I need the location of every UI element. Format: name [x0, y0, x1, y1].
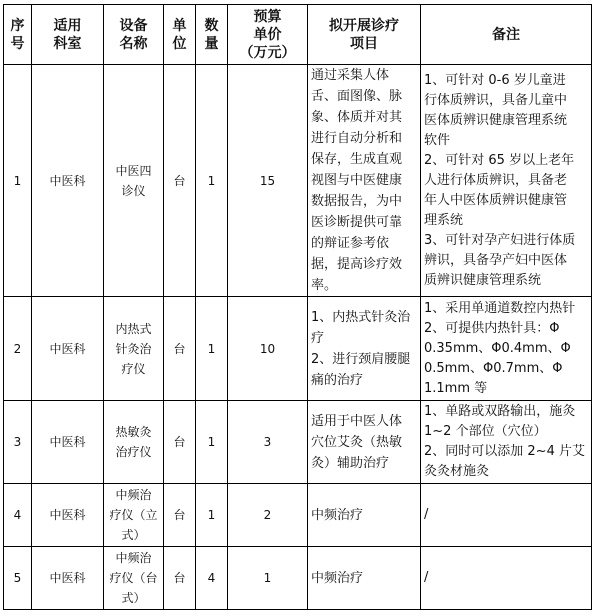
cell-no: 5 [4, 547, 32, 610]
cell-price: 1 [228, 547, 308, 610]
cell-project: 中频治疗 [308, 484, 421, 547]
header-price: 预算 单价 （万元） [228, 5, 308, 65]
cell-name: 中频治 疗仪（立 式） [104, 484, 164, 547]
cell-project: 1、内热式针灸治 疗 2、进行颈肩腰腿 痛的治疗 [308, 297, 421, 401]
table-row [4, 65, 592, 297]
cell-unit: 台 [164, 65, 196, 297]
cell-unit: 台 [164, 547, 196, 610]
cell-note: / [421, 547, 592, 610]
cell-no: 3 [4, 401, 32, 484]
cell-name: 热敏灸 治疗仪 [104, 401, 164, 484]
header-dept: 适用 科室 [32, 5, 104, 65]
cell-dept: 中医科 [32, 297, 104, 401]
cell-note: / [421, 484, 592, 547]
cell-dept: 中医科 [32, 401, 104, 484]
cell-qty: 1 [196, 297, 228, 401]
cell-dept: 中医科 [32, 65, 104, 297]
header-row [4, 5, 592, 65]
cell-unit: 台 [164, 401, 196, 484]
table-row [4, 401, 592, 484]
cell-qty: 1 [196, 484, 228, 547]
cell-dept: 中医科 [32, 484, 104, 547]
header-name: 设备 名称 [104, 5, 164, 65]
cell-unit: 台 [164, 484, 196, 547]
cell-qty: 4 [196, 547, 228, 610]
equipment-table [3, 4, 592, 610]
cell-name: 中频治 疗仪（台 式） [104, 547, 164, 610]
cell-no: 4 [4, 484, 32, 547]
cell-note: 1、可针对 0-6 岁儿童进 行体质辨识，具备儿童中 医体质辨识健康管理系统 软件 2、可针对 65 岁以上老年 人进行体质辨识，具备老 年人中医体质辨识健康管 理系统 3、可针对孕产妇进行体质 辨识，具备孕产妇中医体 质辨识健康管理系统 [421, 65, 592, 297]
cell-price: 15 [228, 65, 308, 297]
cell-no: 2 [4, 297, 32, 401]
cell-price: 2 [228, 484, 308, 547]
cell-dept: 中医科 [32, 547, 104, 610]
cell-qty: 1 [196, 65, 228, 297]
table-row [4, 547, 592, 610]
cell-project: 中频治疗 [308, 547, 421, 610]
cell-note: 1、采用单通道数控内热针 2、可提供内热针具：Φ 0.35mm、Φ0.4mm、Φ 0.5mm、Φ0.7mm、Φ 1.1mm 等 [421, 297, 592, 401]
cell-project: 适用于中医人体 穴位艾灸（热敏 灸）辅助治疗 [308, 401, 421, 484]
cell-no: 1 [4, 65, 32, 297]
header-project: 拟开展诊疗 项目 [308, 5, 421, 65]
cell-name: 内热式 针灸治 疗仪 [104, 297, 164, 401]
header-unit: 单 位 [164, 5, 196, 65]
header-qty: 数 量 [196, 5, 228, 65]
cell-project: 通过采集人体 舌、面图像、脉 象、体质并对其 进行自动分析和 保存，生成直观 视图与中医健康 数据报告，为中 医诊断提供可靠 的辩证参考依 据，提高诊疗效 率。 [308, 65, 421, 297]
header-note: 备注 [421, 5, 592, 65]
table-row [4, 484, 592, 547]
cell-name: 中医四 诊仪 [104, 65, 164, 297]
cell-qty: 1 [196, 401, 228, 484]
header-no: 序 号 [4, 5, 32, 65]
cell-note: 1、单路或双路输出，施灸 1~2 个部位（穴位） 2、同时可以添加 2~4 片艾 灸灸材施灸 [421, 401, 592, 484]
cell-price: 10 [228, 297, 308, 401]
cell-unit: 台 [164, 297, 196, 401]
table-row [4, 297, 592, 401]
cell-price: 3 [228, 401, 308, 484]
